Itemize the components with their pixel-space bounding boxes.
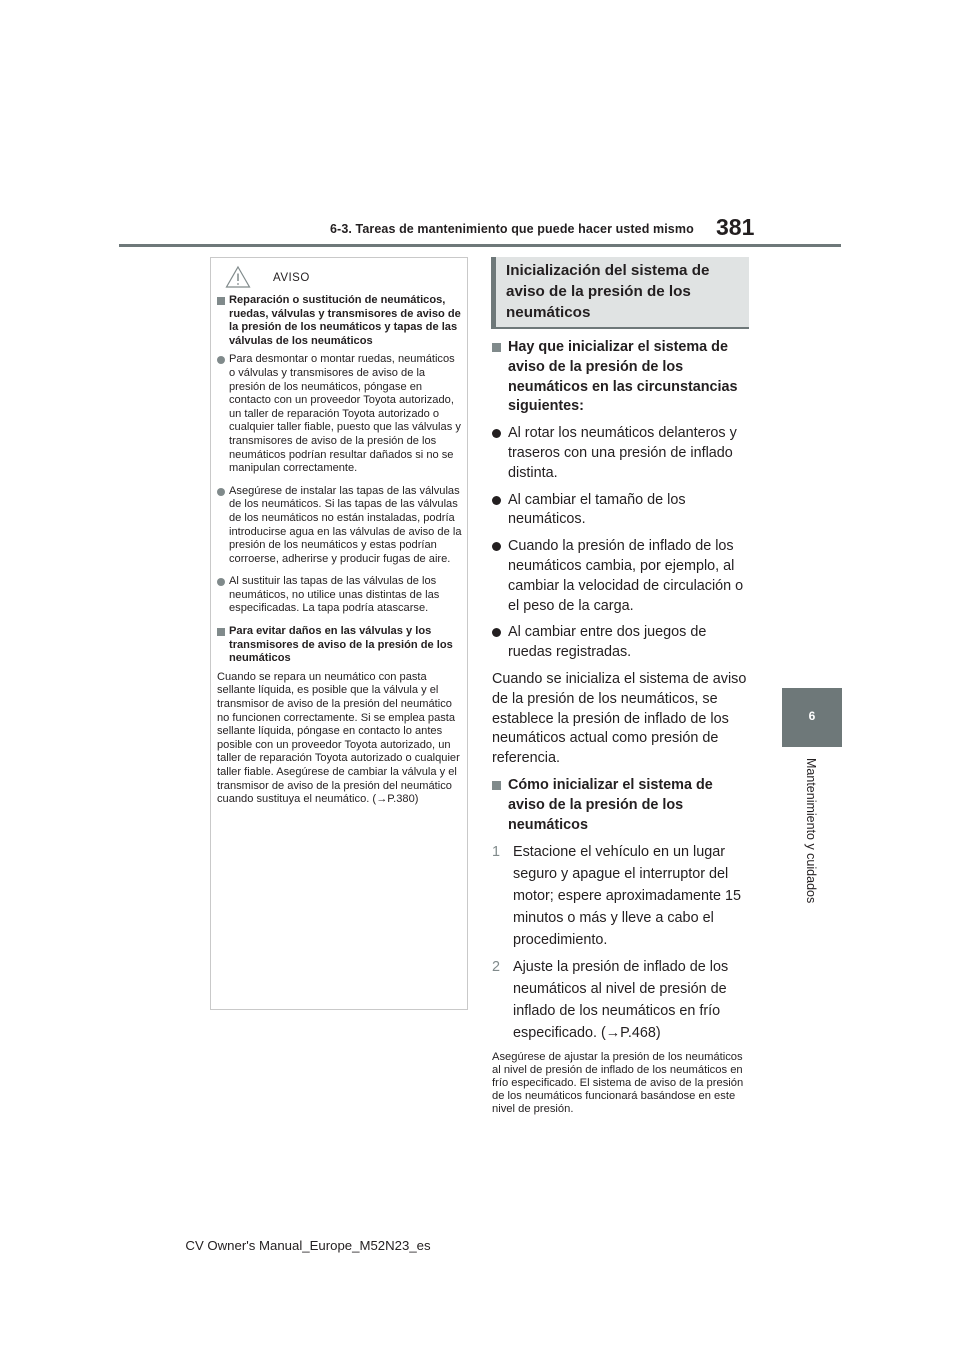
list-item: Cuando la presión de inflado de los neumáticos cambia, por ejemplo, al cambiar la velocidad de circulación o el peso de la carga. <box>492 537 750 616</box>
square-bullet-icon <box>217 297 225 305</box>
page-footer <box>0 1238 960 1253</box>
main-content <box>492 338 750 1124</box>
round-bullet-icon <box>492 429 501 438</box>
section-heading-text: Inicialización del sistema de aviso de la presión de los neumáticos <box>506 262 710 321</box>
list-item: Al cambiar entre dos juegos de ruedas registradas. <box>492 623 750 663</box>
step-number: 1 <box>492 844 501 861</box>
round-bullet-icon <box>492 542 501 551</box>
round-bullet-icon <box>217 578 225 586</box>
body-paragraph: Cuando se inicializa el sistema de aviso de la presión de los neumáticos, se establece la presión de inflado de los neumáticos actual como presión de referencia. <box>492 670 747 767</box>
round-bullet-icon <box>492 496 501 505</box>
list-item: Al rotar los neumáticos delanteros y traseros con una presión de inflado distinta. <box>492 424 750 483</box>
round-bullet-icon <box>492 628 501 637</box>
subsection-title: Hay que inicializar el sistema de aviso de la presión de los neumáticos en las circunstancias siguientes: <box>492 338 750 417</box>
chapter-label: Mantenimiento y cuidados <box>804 758 818 904</box>
warning-title: AVISO <box>273 272 310 284</box>
step-text: Ajuste la presión de inflado de los neumáticos al nivel de presión de inflado de los neumáticos en frío especificado. (→P.468) <box>513 959 729 1041</box>
step-item <box>492 842 750 951</box>
round-bullet-icon <box>217 356 225 364</box>
warning-paragraph: Cuando se repara un neumático con pasta sellante líquida, es posible que la válvula y el transmisor de aviso de la presión del neumático no funcionen correctamente. Si se emplea pasta sellante líquida, póngase en contacto lo antes posible con un proveedor Toyota autorizado, un taller de reparación Toyota autorizado o cualquier taller fiable. Asegúrese de cambiar la válvula y el transmisor de aviso de la presión del neumático cuando sustituya el neumático. (→P.380) <box>217 670 460 806</box>
section-heading <box>491 257 749 329</box>
chapter-tab <box>782 688 842 747</box>
warning-triangle-icon <box>225 265 251 289</box>
step-text: Estacione el vehículo en un lugar seguro y apague el interruptor del motor; espere aproximadamente 15 minutos o más y lleve a cabo el procedimiento. <box>513 844 741 948</box>
warning-bullet: Para desmontar o montar ruedas, neumáticos o válvulas y transmisores de aviso de la presión de los neumáticos, póngase en contacto con un proveedor Toyota autorizado, un taller de reparación Toyota autorizado o cualquier taller fiable, puesto que las válvulas y transmisores de aviso de la presión de los neumáticos podrían resultar dañados si no se manipulan correctamente. <box>217 353 463 475</box>
square-bullet-icon <box>492 343 501 352</box>
warning-box <box>210 257 468 1010</box>
section-title: 6-3. Tareas de mantenimiento que puede hacer usted mismo <box>330 222 694 236</box>
warning-body <box>217 294 463 807</box>
step-item <box>492 957 750 1044</box>
section-heading-rule <box>491 327 749 329</box>
footer-text: CV Owner's Manual_Europe_M52N23_es <box>185 1238 431 1253</box>
list-item: Al cambiar el tamaño de los neumáticos. <box>492 491 750 531</box>
round-bullet-icon <box>217 488 225 496</box>
page-number: 381 <box>716 214 755 240</box>
step-number: 2 <box>492 959 501 976</box>
subsection-title: Cómo inicializar el sistema de aviso de la presión de los neumáticos <box>492 776 750 835</box>
square-bullet-icon <box>492 781 501 790</box>
warning-bullet: Asegúrese de instalar las tapas de las válvulas de los neumáticos. Si las tapas de las válvulas de los neumáticos no están instaladas, podría introducirse agua en las válvulas de aviso de la presión de los neumáticos y estas podrían corroerse, adherirse y producir fugas de aire. <box>217 485 463 567</box>
warning-section-title: Reparación o sustitución de neumáticos, ruedas, válvulas y transmisores de aviso de la presión de los neumáticos y tapas de las válvulas de los neumáticos <box>217 294 463 348</box>
chapter-number: 6 <box>808 709 816 723</box>
warning-section-title: Para evitar daños en las válvulas y los transmisores de aviso de la presión de los neumáticos <box>217 625 463 666</box>
header-divider <box>119 244 841 247</box>
warning-bullet: Al sustituir las tapas de las válvulas de los neumáticos, no utilice unas distintas de las especificadas. La tapa podría atascarse. <box>217 575 463 616</box>
chapter-label-container <box>800 758 824 918</box>
square-bullet-icon <box>217 628 225 636</box>
note-paragraph: Asegúrese de ajustar la presión de los neumáticos al nivel de presión de inflado de los neumáticos en frío especificado. El sistema de aviso de la presión de los neumáticos funcionará basándose en este nivel de presión. <box>492 1050 744 1116</box>
